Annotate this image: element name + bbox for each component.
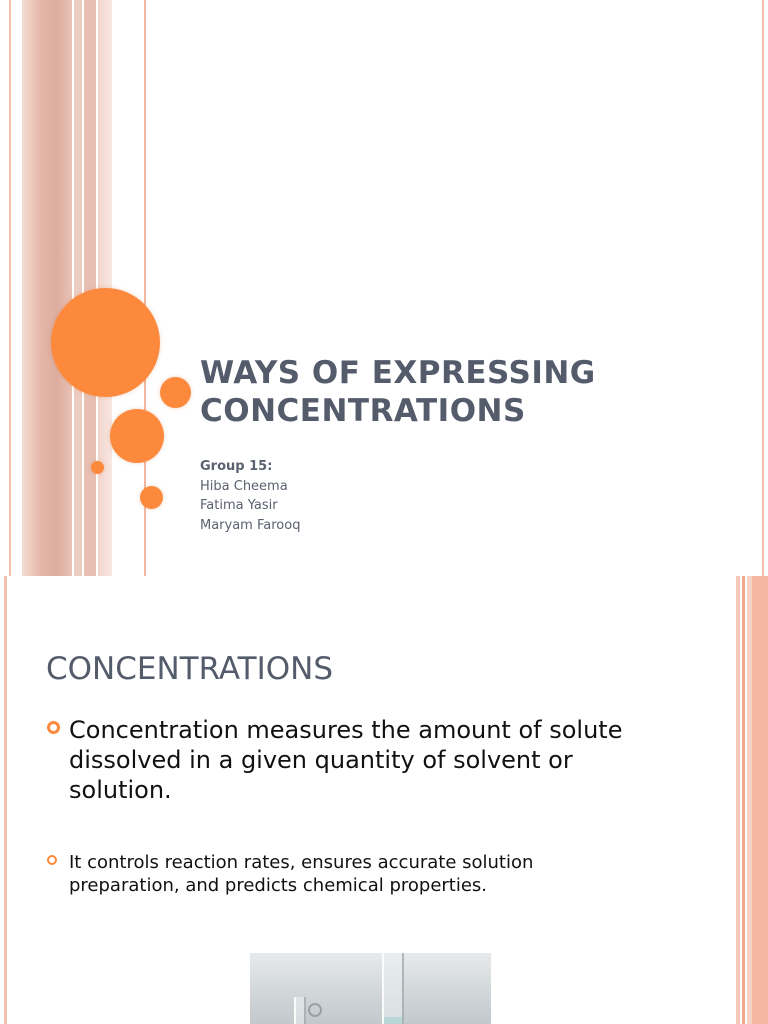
bullet-text: Concentration measures the amount of solute dissolved in a given quantity of solvent or solution. — [69, 716, 623, 804]
slide-title-line: CONCENTRATIONS — [200, 393, 526, 429]
member-name: Hiba Cheema — [200, 479, 288, 494]
slide-title-line: WAYS OF EXPRESSING — [200, 355, 596, 391]
test-tube-shape — [294, 997, 306, 1024]
orange-ring-bullet-icon — [47, 721, 60, 734]
group-label: Group 15: — [200, 459, 273, 474]
decor-stripe — [752, 576, 768, 1024]
decor-stripe — [4, 576, 7, 1024]
decor-circle-small — [160, 377, 191, 408]
decor-stripe — [736, 576, 740, 1024]
decor-circle-small — [140, 486, 163, 509]
member-name: Fatima Yasir — [200, 498, 278, 513]
decor-stripe — [9, 0, 11, 576]
test-tube-shape — [382, 953, 404, 1024]
decor-circle-large — [51, 288, 160, 397]
slide-title: CONCENTRATIONS — [46, 651, 334, 687]
lab-glassware-image — [250, 953, 491, 1024]
decor-circle-medium — [110, 409, 164, 463]
glass-bulb-shape — [308, 1003, 322, 1017]
decor-circle-tiny — [91, 461, 104, 474]
orange-ring-bullet-icon — [47, 855, 57, 865]
member-name: Maryam Farooq — [200, 518, 301, 533]
decor-stripe — [74, 0, 82, 576]
decor-stripe — [762, 0, 764, 576]
slide-title — [200, 354, 720, 430]
decor-stripe — [22, 0, 72, 576]
decor-stripe — [742, 576, 745, 1024]
bullet-text: It controls reaction rates, ensures accurate solution preparation, and predicts chemical properties. — [69, 852, 534, 896]
